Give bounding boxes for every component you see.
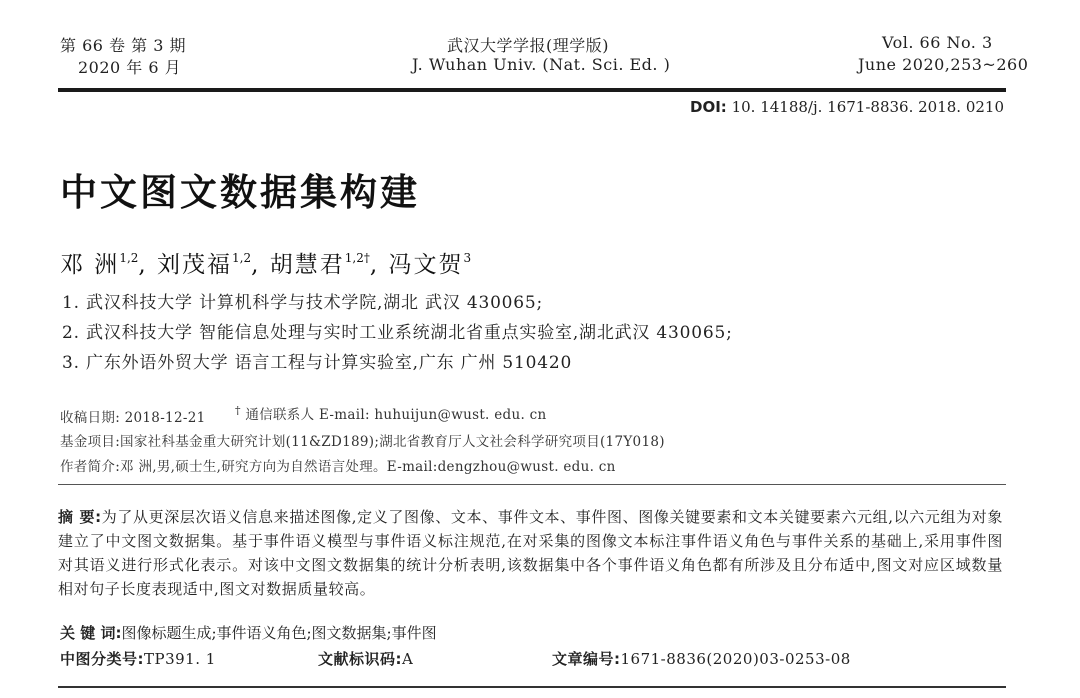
header-rule [58,88,1006,92]
author-affiliation-mark: 1,2 [232,251,252,265]
contact-info [235,403,547,423]
author-name: 邓 洲 [60,252,120,278]
clc-label: 中图分类号: [60,650,144,668]
abstract-top-rule [58,484,1006,485]
date-pages-en: June 2020,253~260 [858,55,1029,74]
affiliation-3: 3. 广东外语外贸大学 语言工程与计算实验室,广东 广州 510420 [62,353,573,373]
document-code-value: A [402,650,414,668]
clc-value: TP391. 1 [144,650,216,668]
paper-title: 中文图文数据集构建 [60,171,420,214]
volume-issue-en: Vol. 66 No. 3 [882,33,993,52]
journal-name-cn: 武汉大学学报(理学版) [447,36,609,55]
keywords-text: 图像标题生成;事件语义角色;图文数据集;事件图 [121,624,437,642]
abstract-block [58,505,1003,601]
author-affiliation-mark: 3 [463,251,472,265]
abstract-label: 摘 要: [58,508,102,526]
doi-line [690,98,1004,116]
author-name: 胡慧君 [269,252,345,278]
author-name: 刘茂福 [157,252,233,278]
abstract-text: 为了从更深层次语义信息来描述图像,定义了图像、文本、事件文本、事件图、图像关键要素和文本关键要素六元组,以六元组为对象建立了中文图文数据集。基于事件语义模型与事件语义标注规范,在对采集的图像文本标注事件语义角色与事件关系的基础上,采用事件图对其语义进行形式化表示。对该中文图文数据集的统计分析表明,该数据集中各个事件语义角色都有所涉及且分布适中,图文对应区域数量相对句子长度表现适中,图文对数据质量较高。 [58,508,1003,598]
dagger-mark: † [235,404,241,417]
author-list: 邓 洲$^{1,2}$, 刘茂福$^{1,2}$, 胡慧君$^{1,2\dagger}$, 冯文贺$^3$ [60,251,472,278]
funding-info: 基金项目:国家社科基金重大研究计划(11&ZD189);湖北省教育厅人文社会科学研究项目(17Y018) [60,434,665,450]
author-bio: 作者简介:邓 洲,男,硕士生,研究方向为自然语言处理。E-mail:dengzhou@wust. edu. cn [60,459,616,475]
author-affiliation-mark: 1,2† [344,251,370,265]
article-number-value: 1671-8836(2020)03-0253-08 [620,650,851,668]
volume-issue-cn: 第 66 卷 第 3 期 [60,36,186,55]
doi-value[interactable]: 10. 14188/j. 1671-8836. 2018. 0210 [731,98,1004,116]
contact-email[interactable]: 通信联系人 E-mail: huhuijun@wust. edu. cn [245,407,547,423]
author-name: 冯文贺 [388,252,464,278]
doi-label: DOI: [690,98,727,116]
article-number [552,648,851,669]
abstract-bottom-rule [58,686,1006,688]
article-number-label: 文章编号: [552,650,621,668]
document-code [318,648,413,669]
journal-name-en: J. Wuhan Univ. (Nat. Sci. Ed. ) [412,55,671,74]
affiliation-2: 2. 武汉科技大学 智能信息处理与实时工业系统湖北省重点实验室,湖北武汉 430065; [62,323,733,343]
clc-number [60,648,216,669]
keywords-line [60,622,437,643]
date-cn: 2020 年 6 月 [78,58,182,77]
author-affiliation-mark: 1,2 [119,251,139,265]
keywords-label: 关 键 词: [60,624,122,642]
received-date: 收稿日期: 2018-12-21 [60,410,206,426]
affiliation-1: 1. 武汉科技大学 计算机科学与技术学院,湖北 武汉 430065; [62,293,544,313]
document-code-label: 文献标识码: [318,650,402,668]
